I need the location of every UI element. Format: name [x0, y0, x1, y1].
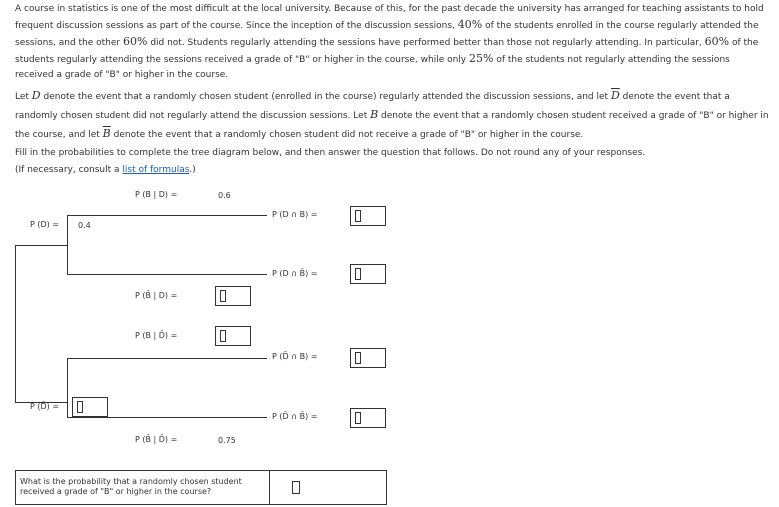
- input-cursor: [77, 401, 83, 413]
- p-b-given-d-value: 0.6: [218, 191, 231, 200]
- p-d-and-bbar-input[interactable]: [350, 264, 386, 284]
- defs-text-2: denote the event that a randomly chosen student (enrolled in the course) regularly attended the discussion sessions, and let: [40, 92, 611, 102]
- p-d-value: 0.4: [78, 221, 91, 230]
- intro-text-2: of the students enrolled in the course regularly attended the sessions, and the other: [15, 21, 759, 48]
- intro-pct-3: 60%: [704, 35, 730, 48]
- d-vertical-line: [67, 215, 68, 275]
- consult-post: .): [189, 165, 196, 175]
- p-b-given-dbar-input[interactable]: [215, 326, 251, 346]
- root-to-d-line: [15, 245, 67, 246]
- intro-text-3: did not. Students regularly attending the sessions have performed better than those not regularly attending. In particular,: [147, 38, 705, 48]
- input-cursor: [355, 268, 361, 280]
- d-to-b-line: [67, 215, 267, 216]
- p-b-given-dbar-label: P (B | D̄) =: [135, 331, 178, 340]
- intro-text-5: of the students not regularly attending the sessions received a grade of "B" or higher in the course.: [15, 55, 730, 80]
- var-d: D: [31, 89, 41, 102]
- answer-input[interactable]: [292, 481, 300, 494]
- d-to-bbar-line: [67, 274, 267, 275]
- intro-text-1: A course in statistics is one of the most difficult at the local university. Because of this, for the past decade the university has arranged for teaching assistants to hold frequent discussion sessions as part of the course. Since the inception of the discussion sessions,: [15, 4, 764, 31]
- p-dbar-and-bbar-input[interactable]: [350, 408, 386, 428]
- intro-pct-4: 25%: [469, 52, 494, 65]
- input-cursor: [355, 352, 361, 364]
- p-dbar-and-bbar-label: P (D̄ ∩ B̄) =: [272, 412, 318, 421]
- defs-text-5: denote the event that a randomly chosen student did not receive a grade of "B" or higher in the course.: [110, 130, 584, 140]
- dbar-to-b-line: [67, 358, 267, 359]
- dbar-to-bbar-line: [67, 417, 267, 418]
- var-b: B: [370, 108, 379, 121]
- input-cursor: [220, 290, 226, 302]
- p-dbar-label: P (D̄) =: [30, 402, 60, 411]
- root-vertical-line: [15, 245, 16, 403]
- question-text: What is the probability that a randomly chosen student received a grade of "B" or higher in the course?: [20, 477, 242, 496]
- p-b-given-d-label: P (B | D) =: [135, 190, 178, 199]
- p-bbar-given-dbar-label: P (B̄ | D̄) =: [135, 435, 178, 444]
- p-d-and-bbar-label: P (D ∩ B̄) =: [272, 269, 318, 278]
- problem-intro: [15, 2, 770, 83]
- defs-text-1: Let: [15, 92, 32, 102]
- p-dbar-input[interactable]: [72, 397, 108, 417]
- instructions: Fill in the probabilities to complete the tree diagram below, and then answer the question that follows. Do not round any of your responses.: [15, 148, 646, 158]
- p-dbar-and-b-input[interactable]: [350, 348, 386, 368]
- input-cursor: [355, 412, 361, 424]
- consult-pre: (If necessary, consult a: [15, 165, 123, 175]
- var-b-bar: $\overline{B}$: [102, 127, 111, 140]
- event-definitions: [15, 87, 770, 144]
- p-d-and-b-input[interactable]: [350, 206, 386, 226]
- question-separator: [269, 471, 270, 504]
- p-bbar-given-dbar-value: 0.75: [218, 436, 236, 445]
- p-bbar-given-d-input[interactable]: [215, 286, 251, 306]
- defs-text-3: denote the event that a randomly chosen student did not regularly attend the discussion sessions. Let: [15, 92, 730, 121]
- p-bbar-given-d-label: P (B̄ | D) =: [135, 291, 178, 300]
- intro-text-4: of the students regularly attending the sessions received a grade of "B" or higher in the course, while only: [15, 38, 759, 65]
- defs-text-4: denote the event that a randomly chosen student received a grade of "B" or higher in the course, and let: [15, 111, 769, 140]
- question-box: [15, 470, 387, 505]
- formulas-link[interactable]: list of formulas: [122, 165, 190, 175]
- input-cursor: [220, 330, 226, 342]
- p-dbar-and-b-label: P (D̄ ∩ B) =: [272, 352, 318, 361]
- intro-pct-2: 60%: [123, 35, 148, 48]
- input-cursor: [355, 210, 361, 222]
- intro-pct-1: 40%: [457, 18, 483, 31]
- dbar-vertical-line: [67, 358, 68, 418]
- p-d-and-b-label: P (D ∩ B) =: [272, 210, 318, 219]
- consult-line: [15, 163, 770, 178]
- var-d-bar: $\overline{D}$: [610, 89, 620, 102]
- p-d-label: P (D) =: [30, 220, 60, 229]
